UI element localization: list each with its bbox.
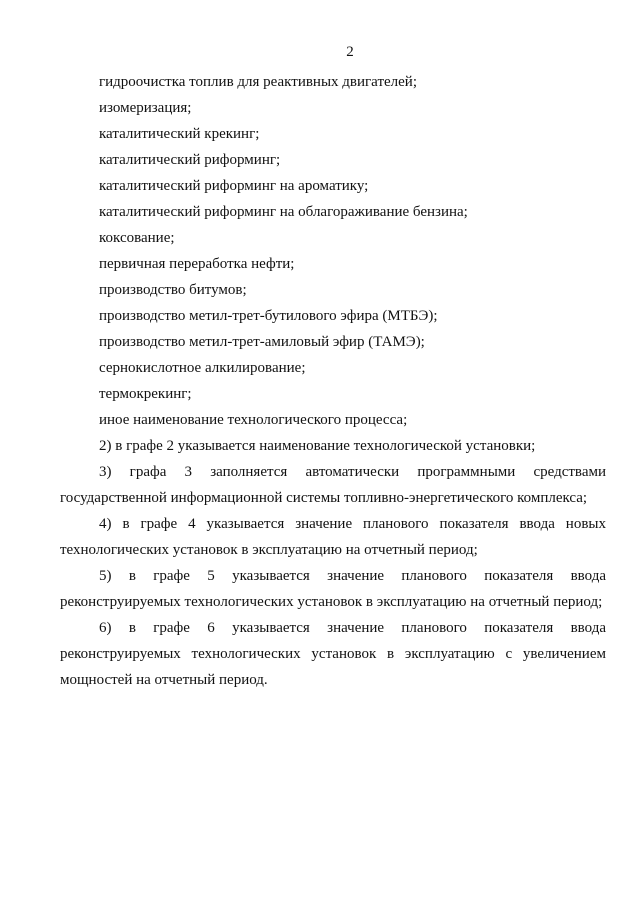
paragraph-line: технологических установок в эксплуатацию на отчетный период; bbox=[60, 542, 478, 558]
paragraph-line: 3) графа 3 заполняется автоматически программными средствами bbox=[99, 464, 606, 480]
list-item: иное наименование технологического процесса; bbox=[99, 412, 408, 428]
list-item: гидроочистка топлив для реактивных двигателей; bbox=[99, 74, 417, 90]
list-item: первичная переработка нефти; bbox=[99, 256, 295, 272]
list-item: каталитический крекинг; bbox=[99, 126, 260, 142]
list-item: каталитический риформинг на ароматику; bbox=[99, 178, 369, 194]
list-item: производство битумов; bbox=[99, 282, 247, 298]
paragraph-line: 2) в графе 2 указывается наименование технологической установки; bbox=[99, 438, 536, 454]
paragraph-line: государственной информационной системы топливно-энергетического комплекса; bbox=[60, 490, 588, 506]
list-item: термокрекинг; bbox=[99, 386, 192, 402]
page-number: 2 bbox=[346, 44, 354, 60]
list-item: каталитический риформинг на облагораживание бензина; bbox=[99, 204, 468, 220]
list-item: изомеризация; bbox=[99, 100, 192, 116]
paragraph-line: 4) в графе 4 указывается значение планового показателя ввода новых bbox=[99, 516, 606, 532]
list-item: каталитический риформинг; bbox=[99, 152, 281, 168]
paragraph-line: реконструируемых технологических установок в эксплуатацию на отчетный период; bbox=[60, 594, 603, 610]
list-item: производство метил-трет-амиловый эфир (ТАМЭ); bbox=[99, 334, 425, 350]
list-item: коксование; bbox=[99, 230, 175, 246]
paragraph-line: реконструируемых технологических установок в эксплуатацию с увеличением bbox=[60, 646, 606, 662]
list-item: производство метил-трет-бутилового эфира (МТБЭ); bbox=[99, 308, 438, 324]
list-item: сернокислотное алкилирование; bbox=[99, 360, 306, 376]
paragraph-line: мощностей на отчетный период. bbox=[60, 672, 268, 688]
paragraph-line: 5) в графе 5 указывается значение планового показателя ввода bbox=[99, 568, 606, 584]
paragraph-line: 6) в графе 6 указывается значение планового показателя ввода bbox=[99, 620, 606, 636]
